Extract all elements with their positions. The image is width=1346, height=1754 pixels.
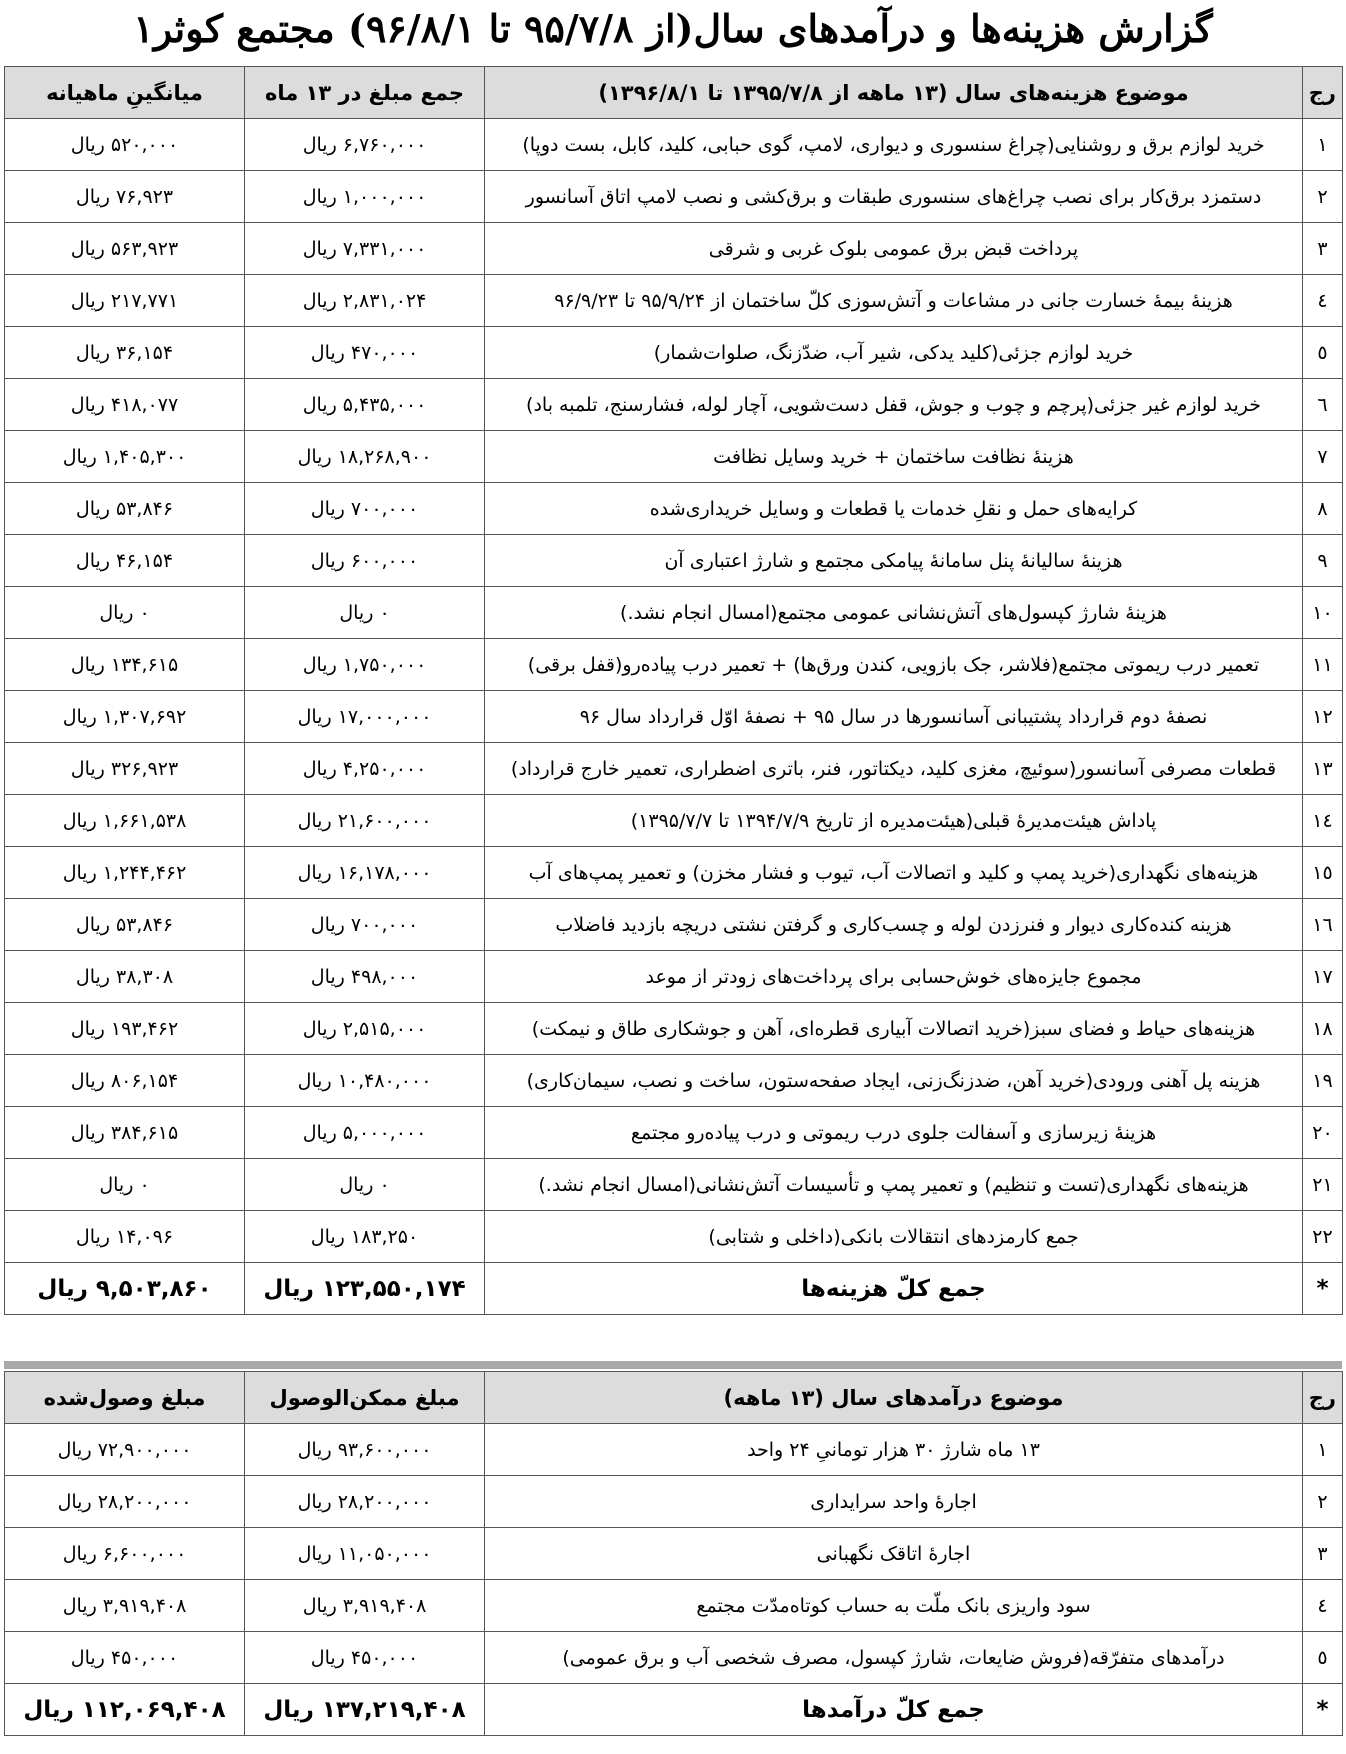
total-possible: ۱۳۷,۲۱۹,۴۰۸ ریال [245, 1684, 485, 1736]
cell-sum: ۱۸۳,۲۵۰ ریال [245, 1211, 485, 1263]
income-table [4, 1371, 1343, 1736]
expense-row [5, 691, 1343, 743]
cell-received: ۲۸,۲۰۰,۰۰۰ ریال [5, 1476, 245, 1528]
cell-sum: ۷۰۰,۰۰۰ ریال [245, 899, 485, 951]
cell-n: ۱٤ [1303, 795, 1343, 847]
expense-row [5, 119, 1343, 171]
cell-avg: ۱,۴۰۵,۳۰۰ ریال [5, 431, 245, 483]
cell-n: ۷ [1303, 431, 1343, 483]
cell-n: ۲۱ [1303, 1159, 1343, 1211]
expenses-header-row [5, 67, 1343, 119]
income-header-row [5, 1372, 1343, 1424]
cell-sum: ۱۶,۱۷۸,۰۰۰ ریال [245, 847, 485, 899]
cell-n: ٥ [1303, 1632, 1343, 1684]
cell-n: ۱۱ [1303, 639, 1343, 691]
cell-subject: نصفهٔ دوم قرارداد پشتیبانی آسانسورها در سال ۹۵ + نصفهٔ اوّل قرارداد سال ۹۶ [485, 691, 1303, 743]
total-subject: جمع کلّ هزینه‌ها [485, 1263, 1303, 1315]
cell-subject: پاداش هیئت‌مدیرهٔ قبلی(هیئت‌مدیره از تاریخ ۱۳۹۴/۷/۹ تا ۱۳۹۵/۷/۷) [485, 795, 1303, 847]
cell-avg: ۵۶۳,۹۲۳ ریال [5, 223, 245, 275]
header-income-possible: مبلغ ممکن‌الوصول [245, 1372, 485, 1424]
expense-row [5, 171, 1343, 223]
cell-sum: ۴,۲۵۰,۰۰۰ ریال [245, 743, 485, 795]
expense-row [5, 847, 1343, 899]
cell-subject: سود واریزی بانک ملّت به حساب کوتاه‌مدّت مجتمع [485, 1580, 1303, 1632]
header-expense-avg: میانگینِ ماهیانه [5, 67, 245, 119]
cell-n: ۱۲ [1303, 691, 1343, 743]
cell-received: ۴۵۰,۰۰۰ ریال [5, 1632, 245, 1684]
header-row-number: رج [1303, 1372, 1343, 1424]
cell-avg: ۵۳,۸۴۶ ریال [5, 899, 245, 951]
expense-row [5, 1003, 1343, 1055]
expense-row [5, 327, 1343, 379]
cell-n: ۱۳ [1303, 743, 1343, 795]
cell-sum: ۷,۳۳۱,۰۰۰ ریال [245, 223, 485, 275]
cell-subject: هزینه‌های حیاط و فضای سبز(خرید اتصالات آبیاری قطره‌ای، آهن و جوشکاری طاق و نیمکت) [485, 1003, 1303, 1055]
cell-n: ٤ [1303, 1580, 1343, 1632]
cell-sum: ۱,۰۰۰,۰۰۰ ریال [245, 171, 485, 223]
expense-row [5, 1211, 1343, 1263]
cell-n: ۳ [1303, 223, 1343, 275]
expense-row [5, 639, 1343, 691]
cell-n: ۱ [1303, 119, 1343, 171]
cell-subject: هزینهٔ نظافت ساختمان + خرید وسایل نظافت [485, 431, 1303, 483]
cell-avg: ۵۲۰,۰۰۰ ریال [5, 119, 245, 171]
income-row [5, 1424, 1343, 1476]
cell-subject: ۱۳ ماه شارژ ۳۰ هزار تومانیِ ۲۴ واحد [485, 1424, 1303, 1476]
cell-subject: خرید لوازم جزئی(کلید یدکی، شیر آب، ضدّزنگ، صلوات‌شمار) [485, 327, 1303, 379]
cell-sum: ۶,۷۶۰,۰۰۰ ریال [245, 119, 485, 171]
cell-n: ۱۹ [1303, 1055, 1343, 1107]
cell-sum: ۴۹۸,۰۰۰ ریال [245, 951, 485, 1003]
cell-subject: هزینه‌های نگهداری(تست و تنظیم) و تعمیر پمپ و تأسیسات آتش‌نشانی(امسال انجام نشد.) [485, 1159, 1303, 1211]
cell-subject: هزینهٔ بیمهٔ خسارت جانی در مشاعات و آتش‌سوزی کلّ ساختمان از ۹۵/۹/۲۴ تا ۹۶/۹/۲۳ [485, 275, 1303, 327]
header-expense-sum: جمع مبلغ در ۱۳ ماه [245, 67, 485, 119]
income-row [5, 1476, 1343, 1528]
expense-row [5, 587, 1343, 639]
cell-n: ۸ [1303, 483, 1343, 535]
expense-row [5, 1055, 1343, 1107]
cell-sum: ۱۰,۴۸۰,۰۰۰ ریال [245, 1055, 485, 1107]
cell-avg: ۵۳,۸۴۶ ریال [5, 483, 245, 535]
total-sum: ۱۲۳,۵۵۰,۱۷۴ ریال [245, 1263, 485, 1315]
cell-avg: ۷۶,۹۲۳ ریال [5, 171, 245, 223]
expense-row [5, 535, 1343, 587]
cell-subject: هزینهٔ زیرسازی و آسفالت جلوی درب ریموتی و درب پیاده‌رو مجتمع [485, 1107, 1303, 1159]
cell-subject: خرید لوازم برق و روشنایی(چراغ سنسوری و دیواری، لامپ، گوی حبابی، کلید، کابل، بست دوپا) [485, 119, 1303, 171]
cell-n: ۳ [1303, 1528, 1343, 1580]
cell-subject: هزینهٔ سالیانهٔ پنل سامانهٔ پیامکی مجتمع و شارژ اعتباری آن [485, 535, 1303, 587]
expense-row [5, 951, 1343, 1003]
cell-subject: درآمدهای متفرّقه(فروش ضایعات، شارژ کپسول، مصرف شخصی آب و برق عمومی) [485, 1632, 1303, 1684]
cell-n: ۱۰ [1303, 587, 1343, 639]
cell-n: ٥ [1303, 327, 1343, 379]
cell-subject: هزینهٔ شارژ کپسول‌های آتش‌نشانی عمومی مجتمع(امسال انجام نشد.) [485, 587, 1303, 639]
cell-n: ٤ [1303, 275, 1343, 327]
cell-avg: ۴۶,۱۵۴ ریال [5, 535, 245, 587]
cell-subject: دستمزد برق‌کار برای نصب چراغ‌های سنسوری طبقات و برق‌کشی و نصب لامپ اتاق آسانسور [485, 171, 1303, 223]
expense-row [5, 223, 1343, 275]
cell-sum: ۲۱,۶۰۰,۰۰۰ ریال [245, 795, 485, 847]
cell-possible: ۹۳,۶۰۰,۰۰۰ ریال [245, 1424, 485, 1476]
cell-possible: ۳,۹۱۹,۴۰۸ ریال [245, 1580, 485, 1632]
cell-n: ۲ [1303, 1476, 1343, 1528]
header-expense-subject: موضوع هزینه‌های سال (۱۳ ماهه از ۱۳۹۵/۷/۸ تا ۱۳۹۶/۸/۱) [485, 67, 1303, 119]
cell-subject: هزینه کنده‌کاری دیوار و فنرزدن لوله و چسب‌کاری و گرفتن نشتی دریچه بازدید فاضلاب [485, 899, 1303, 951]
cell-avg: ۱۴,۰۹۶ ریال [5, 1211, 245, 1263]
expense-row [5, 899, 1343, 951]
expense-total-row [5, 1263, 1343, 1315]
cell-possible: ۴۵۰,۰۰۰ ریال [245, 1632, 485, 1684]
cell-sum: ۰ ریال [245, 587, 485, 639]
cell-n: ۱٥ [1303, 847, 1343, 899]
cell-n: ۱ [1303, 1424, 1343, 1476]
cell-avg: ۱,۳۰۷,۶۹۲ ریال [5, 691, 245, 743]
cell-sum: ۱۷,۰۰۰,۰۰۰ ریال [245, 691, 485, 743]
header-row-number: رج [1303, 67, 1343, 119]
cell-sum: ۰ ریال [245, 1159, 485, 1211]
cell-sum: ۲,۸۳۱,۰۲۴ ریال [245, 275, 485, 327]
cell-subject: کرایه‌های حمل و نقلِ خدمات یا قطعات و وسایل خریداری‌شده [485, 483, 1303, 535]
cell-avg: ۱,۶۶۱,۵۳۸ ریال [5, 795, 245, 847]
cell-n: ۲۰ [1303, 1107, 1343, 1159]
expense-row [5, 1159, 1343, 1211]
header-income-subject: موضوع درآمدهای سال (۱۳ ماهه) [485, 1372, 1303, 1424]
total-n: * [1303, 1684, 1343, 1736]
cell-n: ٦ [1303, 379, 1343, 431]
cell-avg: ۰ ریال [5, 1159, 245, 1211]
cell-subject: اجارهٔ اتاقک نگهبانی [485, 1528, 1303, 1580]
cell-n: ۹ [1303, 535, 1343, 587]
cell-subject: اجارهٔ واحد سرایداری [485, 1476, 1303, 1528]
cell-avg: ۳۲۶,۹۲۳ ریال [5, 743, 245, 795]
expenses-table [4, 66, 1343, 1315]
income-row [5, 1580, 1343, 1632]
income-row [5, 1632, 1343, 1684]
cell-possible: ۱۱,۰۵۰,۰۰۰ ریال [245, 1528, 485, 1580]
cell-subject: پرداخت قبض برق عمومی بلوک غربی و شرقی [485, 223, 1303, 275]
expense-row [5, 1107, 1343, 1159]
total-avg: ۹,۵۰۳,۸۶۰ ریال [5, 1263, 245, 1315]
cell-subject: تعمیر درب ریموتی مجتمع(فلاشر، جک بازویی، کندن ورق‌ها) + تعمیر درب پیاده‌رو(قفل برقی) [485, 639, 1303, 691]
cell-avg: ۱۳۴,۶۱۵ ریال [5, 639, 245, 691]
cell-n: ۱۷ [1303, 951, 1343, 1003]
cell-avg: ۱,۲۴۴,۴۶۲ ریال [5, 847, 245, 899]
cell-n: ۲ [1303, 171, 1343, 223]
expense-row [5, 431, 1343, 483]
cell-avg: ۰ ریال [5, 587, 245, 639]
cell-sum: ۵,۴۳۵,۰۰۰ ریال [245, 379, 485, 431]
cell-sum: ۷۰۰,۰۰۰ ریال [245, 483, 485, 535]
expense-row [5, 795, 1343, 847]
cell-avg: ۳۶,۱۵۴ ریال [5, 327, 245, 379]
cell-sum: ۶۰۰,۰۰۰ ریال [245, 535, 485, 587]
income-row [5, 1528, 1343, 1580]
cell-avg: ۳۸,۳۰۸ ریال [5, 951, 245, 1003]
total-subject: جمع کلّ درآمدها [485, 1684, 1303, 1736]
expense-row [5, 483, 1343, 535]
cell-avg: ۳۸۴,۶۱۵ ریال [5, 1107, 245, 1159]
cell-received: ۷۲,۹۰۰,۰۰۰ ریال [5, 1424, 245, 1476]
cell-sum: ۲,۵۱۵,۰۰۰ ریال [245, 1003, 485, 1055]
expense-row [5, 275, 1343, 327]
header-income-received: مبلغ وصول‌شده [5, 1372, 245, 1424]
total-received: ۱۱۲,۰۶۹,۴۰۸ ریال [5, 1684, 245, 1736]
cell-avg: ۲۱۷,۷۷۱ ریال [5, 275, 245, 327]
cell-subject: مجموع جایزه‌های خوش‌حسابی برای پرداخت‌های زودتر از موعد [485, 951, 1303, 1003]
cell-subject: هزینه پل آهنی ورودی(خرید آهن، ضدزنگ‌زنی، ایجاد صفحه‌ستون، ساخت و نصب، سیمان‌کاری) [485, 1055, 1303, 1107]
cell-n: ۲۲ [1303, 1211, 1343, 1263]
cell-received: ۳,۹۱۹,۴۰۸ ریال [5, 1580, 245, 1632]
cell-subject: خرید لوازم غیر جزئی(پرچم و چوب و جوش، قفل دست‌شویی، آچار لوله، فشارسنج، تلمبه باد) [485, 379, 1303, 431]
total-n: * [1303, 1263, 1343, 1315]
cell-n: ۱۸ [1303, 1003, 1343, 1055]
cell-sum: ۵,۰۰۰,۰۰۰ ریال [245, 1107, 485, 1159]
cell-subject: هزینه‌های نگهداری(خرید پمپ و کلید و اتصالات آب، تیوب و فشار مخزن) و تعمیر پمپ‌های آب [485, 847, 1303, 899]
cell-avg: ۴۱۸,۰۷۷ ریال [5, 379, 245, 431]
section-divider [4, 1361, 1342, 1369]
income-total-row [5, 1684, 1343, 1736]
cell-sum: ۱۸,۲۶۸,۹۰۰ ریال [245, 431, 485, 483]
cell-sum: ۱,۷۵۰,۰۰۰ ریال [245, 639, 485, 691]
cell-possible: ۲۸,۲۰۰,۰۰۰ ریال [245, 1476, 485, 1528]
cell-received: ۶,۶۰۰,۰۰۰ ریال [5, 1528, 245, 1580]
cell-subject: قطعات مصرفی آسانسور(سوئیچ، مغزی کلید، دیکتاتور، فنر، باتری اضطراری، تعمیر خارج قرارداد) [485, 743, 1303, 795]
cell-n: ۱٦ [1303, 899, 1343, 951]
cell-avg: ۸۰۶,۱۵۴ ریال [5, 1055, 245, 1107]
cell-sum: ۴۷۰,۰۰۰ ریال [245, 327, 485, 379]
expense-row [5, 743, 1343, 795]
expense-row [5, 379, 1343, 431]
report-title: گزارش هزینه‌ها و درآمدهای سال(از ۹۵/۷/۸ تا ۹۶/۸/۱) مجتمع کوثر۱ [133, 6, 1213, 51]
cell-avg: ۱۹۳,۴۶۲ ریال [5, 1003, 245, 1055]
cell-subject: جمع کارمزدهای انتقالات بانکی(داخلی و شتابی) [485, 1211, 1303, 1263]
